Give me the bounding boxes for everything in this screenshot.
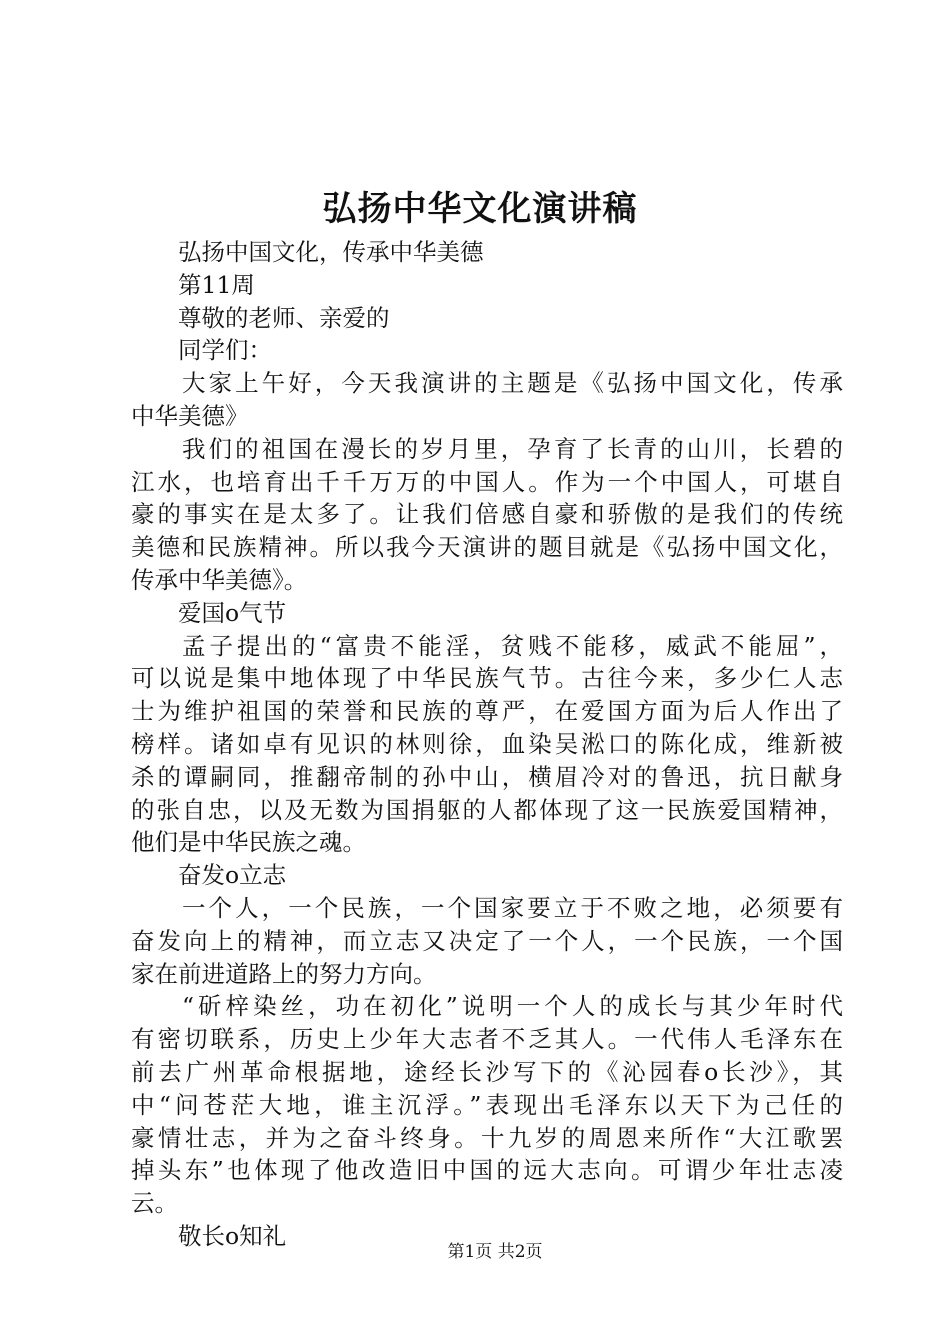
- text-line: 掉头东”也体现了他改造旧中国的远大志向。可谓少年壮志凌: [131, 1156, 843, 1185]
- text-line: 奋发向上的精神，而立志又决定了一个人，一个民族，一个国: [131, 926, 843, 955]
- text-line: 豪的事实在是太多了。让我们倍感自豪和骄傲的是我们的传统: [131, 500, 843, 529]
- text-line: 同学们：: [178, 336, 272, 365]
- text-line: 榜样。诸如卓有见识的林则徐，血染吴淞口的陈化成，维新被: [131, 729, 843, 758]
- text-line: 士为维护祖国的荣誉和民族的尊严，在爱国方面为后人作出了: [131, 697, 843, 726]
- section-heading: 爱国o气节: [178, 598, 287, 627]
- text-line: 可以说是集中地体现了中华民族气节。古往今来，多少仁人志: [131, 664, 843, 693]
- text-line: 中华美德》: [131, 401, 249, 430]
- text-line: 中“问苍茫大地，谁主沉浮。”表现出毛泽东以天下为己任的: [131, 1090, 843, 1119]
- text-line: 弘扬中国文化，传承中华美德: [178, 238, 484, 266]
- text-line: 他们是中华民族之魂。: [131, 828, 366, 857]
- section-heading: 奋发o立志: [178, 861, 287, 890]
- document-body: [131, 236, 843, 1253]
- text-line: 豪情壮志，并为之奋斗终身。十九岁的周恩来所作“大江歌罢: [131, 1123, 843, 1152]
- document-title: 弘扬中华文化演讲稿: [322, 189, 638, 229]
- text-line: 传承中华美德》。: [131, 565, 308, 594]
- text-line: 家在前进道路上的努力方向。: [131, 959, 437, 988]
- section-heading: 敬长o知礼: [178, 1221, 287, 1250]
- text-line: 有密切联系，历史上少年大志者不乏其人。一代伟人毛泽东在: [131, 1025, 843, 1054]
- text-line: 孟子提出的“富贵不能淫，贫贱不能移，威武不能屈”，: [182, 631, 843, 660]
- page-number: 第1页 共2页: [447, 1242, 543, 1262]
- text-line: 我们的祖国在漫长的岁月里，孕育了长青的山川，长碧的: [182, 434, 843, 463]
- text-line: 美德和民族精神。所以我今天演讲的题目就是《弘扬中国文化，: [131, 533, 843, 562]
- text-line: 一个人，一个民族，一个国家要立于不败之地，必须要有: [182, 893, 843, 922]
- text-line: 大家上午好，今天我演讲的主题是《弘扬中国文化，传承: [182, 369, 843, 398]
- text-line: 江水，也培育出千千万万的中国人。作为一个中国人，可堪自: [131, 467, 843, 496]
- text-line: 第11周: [178, 270, 255, 299]
- text-line: 杀的谭嗣同，推翻帝制的孙中山，横眉冷对的鲁迅，抗日献身: [131, 762, 843, 791]
- text-line: 前去广州革命根据地，途经长沙写下的《沁园春o长沙》，其: [131, 1057, 843, 1086]
- text-line: “斫梓染丝，功在初化”说明一个人的成长与其少年时代: [182, 992, 843, 1021]
- text-line: 的张自忠，以及无数为国捐躯的人都体现了这一民族爱国精神，: [131, 795, 843, 824]
- text-line: 尊敬的老师、亲爱的: [178, 303, 390, 332]
- text-line: 云。: [131, 1189, 178, 1218]
